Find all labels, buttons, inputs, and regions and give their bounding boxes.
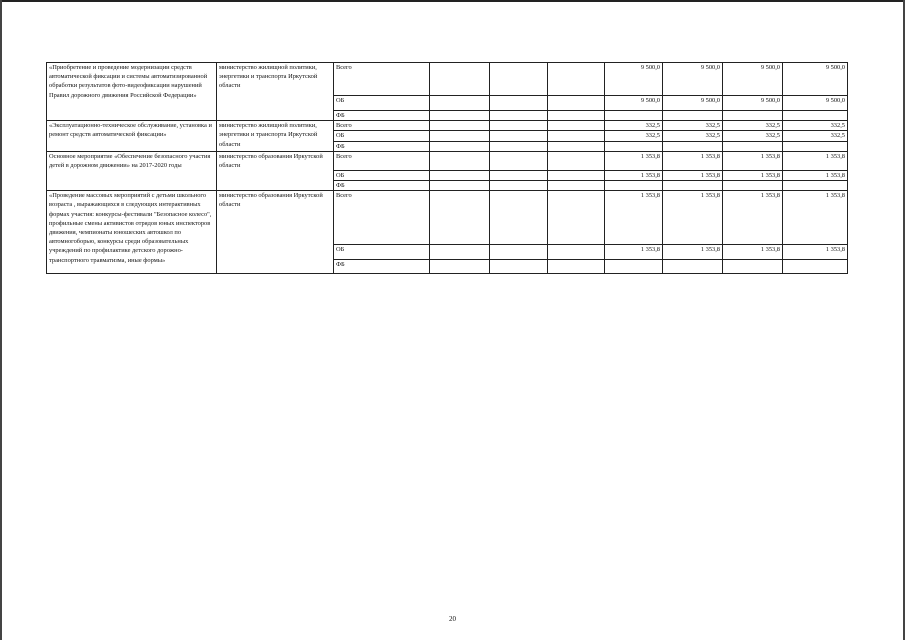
empty-cell bbox=[548, 141, 605, 151]
funding-source-cell: ФБ bbox=[334, 141, 430, 151]
amount-cell bbox=[723, 111, 783, 121]
empty-cell bbox=[490, 131, 548, 141]
empty-cell bbox=[430, 260, 490, 274]
empty-cell bbox=[548, 121, 605, 131]
empty-cell bbox=[430, 181, 490, 191]
executor-cell: министерство образования Иркутской области bbox=[217, 191, 334, 274]
amount-cell: 1 353,8 bbox=[723, 151, 783, 170]
empty-cell bbox=[548, 96, 605, 111]
empty-cell bbox=[548, 170, 605, 180]
amount-cell: 9 500,0 bbox=[783, 63, 848, 96]
empty-cell bbox=[490, 63, 548, 96]
empty-cell bbox=[430, 245, 490, 260]
funding-source-cell: ФБ bbox=[334, 260, 430, 274]
empty-cell bbox=[490, 260, 548, 274]
funding-source-cell: Всего bbox=[334, 151, 430, 170]
amount-cell bbox=[783, 111, 848, 121]
amount-cell: 332,5 bbox=[605, 131, 663, 141]
executor-cell: министерство жилищной политики, энергетики и транспорта Иркутской области bbox=[217, 63, 334, 121]
amount-cell bbox=[783, 141, 848, 151]
amount-cell: 332,5 bbox=[663, 131, 723, 141]
amount-cell bbox=[723, 141, 783, 151]
amount-cell bbox=[663, 141, 723, 151]
empty-cell bbox=[430, 111, 490, 121]
amount-cell: 332,5 bbox=[723, 121, 783, 131]
empty-cell bbox=[490, 141, 548, 151]
activity-name-cell: «Эксплуатационно-техническое обслуживание, установка и ремонт средств автоматической фиксации» bbox=[47, 121, 217, 152]
funding-source-cell: ОБ bbox=[334, 170, 430, 180]
amount-cell: 9 500,0 bbox=[723, 96, 783, 111]
funding-source-cell: ОБ bbox=[334, 131, 430, 141]
amount-cell bbox=[605, 141, 663, 151]
amount-cell: 1 353,8 bbox=[605, 191, 663, 245]
amount-cell bbox=[663, 111, 723, 121]
empty-cell bbox=[490, 96, 548, 111]
funding-source-cell: ОБ bbox=[334, 245, 430, 260]
empty-cell bbox=[430, 131, 490, 141]
table-row bbox=[47, 121, 848, 131]
empty-cell bbox=[490, 151, 548, 170]
empty-cell bbox=[548, 181, 605, 191]
empty-cell bbox=[548, 111, 605, 121]
amount-cell: 1 353,8 bbox=[663, 170, 723, 180]
empty-cell bbox=[430, 63, 490, 96]
activity-name-cell: Основное мероприятие «Обеспечение безопасного участия детей в дорожном движении» на 2017-2020 годы bbox=[47, 151, 217, 190]
amount-cell bbox=[723, 181, 783, 191]
amount-cell: 1 353,8 bbox=[605, 151, 663, 170]
empty-cell bbox=[430, 96, 490, 111]
empty-cell bbox=[430, 191, 490, 245]
amount-cell: 332,5 bbox=[605, 121, 663, 131]
empty-cell bbox=[548, 151, 605, 170]
amount-cell: 1 353,8 bbox=[605, 245, 663, 260]
budget-table bbox=[46, 62, 848, 274]
empty-cell bbox=[490, 245, 548, 260]
amount-cell bbox=[723, 260, 783, 274]
activity-name-cell: «Проведение массовых мероприятий с детьми школьного возраста , выражающихся в следующих интерактивных формах участия: конкурсы-фестивали "Безопасное колесо", профильные смены активистов отрядов юных инспекторов движения, чемпионаты юношеских автошкол по автомногоборью, конкурсы среди образовательных учреждений по профилактике детского дорожно-транспортного травматизма, иные формы» bbox=[47, 191, 217, 274]
page-top-border bbox=[0, 0, 905, 2]
funding-source-cell: ОБ bbox=[334, 96, 430, 111]
amount-cell: 1 353,8 bbox=[783, 245, 848, 260]
funding-source-cell: Всего bbox=[334, 191, 430, 245]
empty-cell bbox=[548, 191, 605, 245]
page-number: 20 bbox=[449, 615, 456, 623]
amount-cell bbox=[605, 111, 663, 121]
funding-source-cell: Всего bbox=[334, 121, 430, 131]
amount-cell: 332,5 bbox=[783, 131, 848, 141]
amount-cell: 9 500,0 bbox=[605, 63, 663, 96]
table-row bbox=[47, 191, 848, 245]
empty-cell bbox=[490, 121, 548, 131]
empty-cell bbox=[430, 141, 490, 151]
amount-cell bbox=[663, 181, 723, 191]
amount-cell: 9 500,0 bbox=[663, 63, 723, 96]
empty-cell bbox=[490, 170, 548, 180]
amount-cell: 332,5 bbox=[723, 131, 783, 141]
amount-cell: 332,5 bbox=[663, 121, 723, 131]
funding-source-cell: Всего bbox=[334, 63, 430, 96]
funding-source-cell: ФБ bbox=[334, 181, 430, 191]
empty-cell bbox=[490, 181, 548, 191]
empty-cell bbox=[430, 170, 490, 180]
empty-cell bbox=[548, 63, 605, 96]
amount-cell: 1 353,8 bbox=[663, 191, 723, 245]
amount-cell bbox=[783, 181, 848, 191]
amount-cell bbox=[663, 260, 723, 274]
amount-cell: 9 500,0 bbox=[723, 63, 783, 96]
amount-cell: 1 353,8 bbox=[605, 170, 663, 180]
amount-cell: 1 353,8 bbox=[663, 245, 723, 260]
amount-cell: 9 500,0 bbox=[783, 96, 848, 111]
empty-cell bbox=[548, 260, 605, 274]
table-row bbox=[47, 151, 848, 170]
amount-cell: 9 500,0 bbox=[605, 96, 663, 111]
executor-cell: министерство образования Иркутской области bbox=[217, 151, 334, 190]
executor-cell: министерство жилищной политики, энергетики и транспорта Иркутской области bbox=[217, 121, 334, 152]
table-body bbox=[47, 63, 848, 274]
amount-cell: 1 353,8 bbox=[783, 191, 848, 245]
amount-cell: 1 353,8 bbox=[663, 151, 723, 170]
empty-cell bbox=[548, 131, 605, 141]
amount-cell: 1 353,8 bbox=[723, 170, 783, 180]
amount-cell: 1 353,8 bbox=[723, 245, 783, 260]
table-row bbox=[47, 63, 848, 96]
funding-source-cell: ФБ bbox=[334, 111, 430, 121]
empty-cell bbox=[430, 121, 490, 131]
amount-cell: 1 353,8 bbox=[723, 191, 783, 245]
amount-cell: 332,5 bbox=[783, 121, 848, 131]
amount-cell bbox=[605, 260, 663, 274]
empty-cell bbox=[490, 111, 548, 121]
empty-cell bbox=[490, 191, 548, 245]
amount-cell bbox=[783, 260, 848, 274]
amount-cell: 1 353,8 bbox=[783, 170, 848, 180]
empty-cell bbox=[548, 245, 605, 260]
amount-cell: 1 353,8 bbox=[783, 151, 848, 170]
amount-cell: 9 500,0 bbox=[663, 96, 723, 111]
activity-name-cell: «Приобретение и проведение модернизации средств автоматической фиксации и системы автоматизированной обработки результатов фото-видеофиксации нарушений Правил дорожного движения Российской Федерации» bbox=[47, 63, 217, 121]
empty-cell bbox=[430, 151, 490, 170]
page-left-border bbox=[0, 0, 2, 640]
amount-cell bbox=[605, 181, 663, 191]
